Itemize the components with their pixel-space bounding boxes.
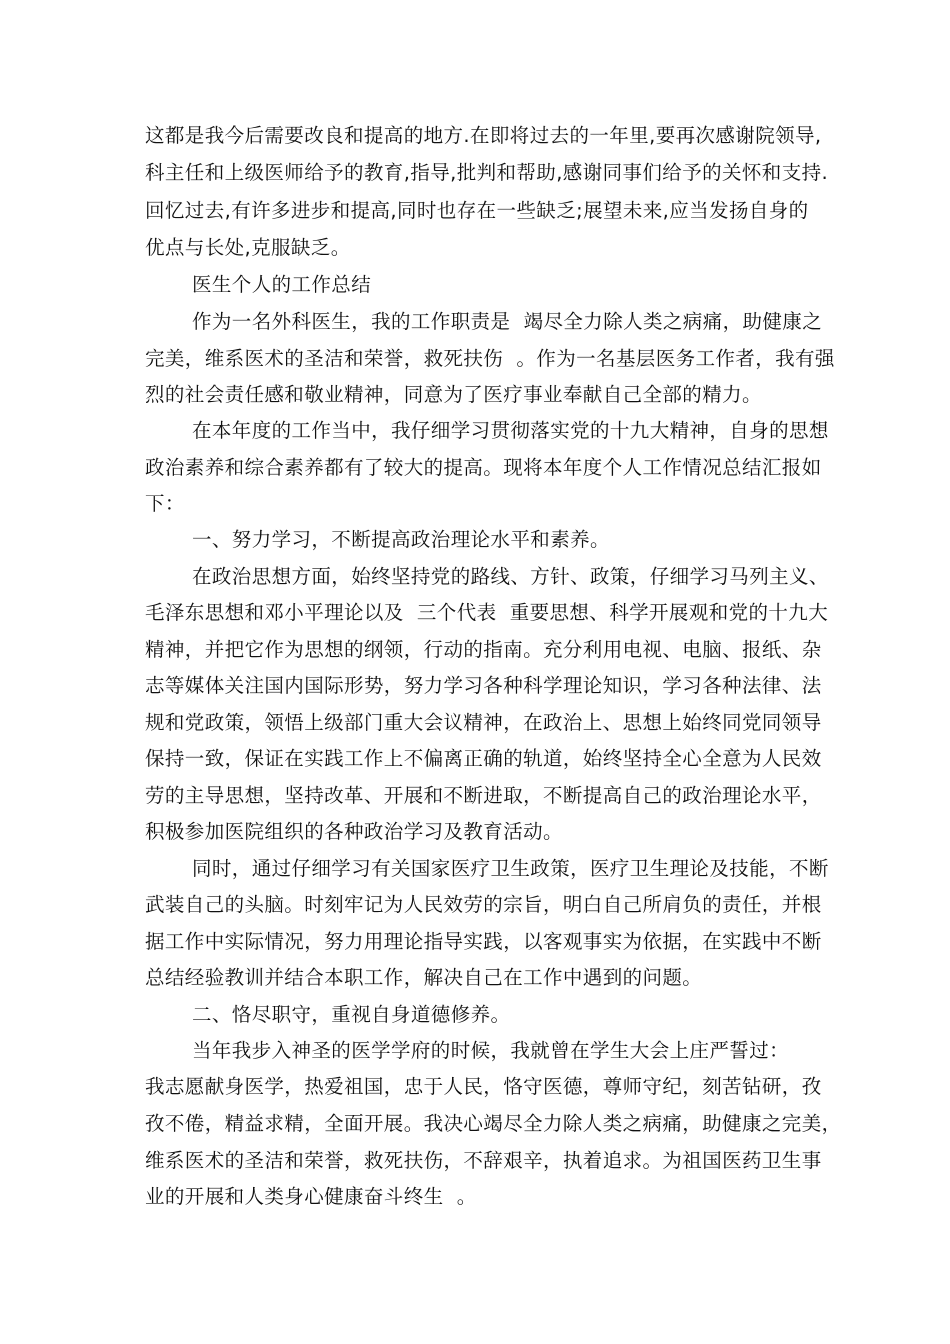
text-line: 我志愿献身医学，热爱祖国，忠于人民，恪守医德，尊师守纪，刻苦钻研，孜 [145, 1075, 822, 1098]
section-heading: 一、努力学习，不断提高政治理论水平和素养。 [192, 528, 610, 551]
text-line: 规和党政策，领悟上级部门重大会议精神，在政治上、思想上始终同党同领导 [145, 711, 822, 734]
text-line: 保持一致，保证在实践工作上不偏离正确的轨道，始终坚持全心全意为人民效 [145, 747, 822, 770]
text-line: 回忆过去,有许多进步和提高,同时也存在一些缺乏;展望未来,应当发扬自身的 [145, 199, 809, 222]
paragraph-start: 在本年度的工作当中，我仔细学习贯彻落实党的十九大精神，自身的思想 [192, 419, 829, 442]
text-line: 优点与长处,克服缺乏。 [145, 236, 351, 259]
text-line: 业的开展和人类身心健康奋斗终生 。 [145, 1185, 477, 1208]
text-line: 武装自己的头脑。时刻牢记为人民效劳的宗旨，明白自己所肩负的责任，并根 [145, 893, 822, 916]
paragraph-start: 作为一名外科医生，我的工作职责是 竭尽全力除人类之病痛，助健康之 [192, 310, 823, 333]
text-line: 总结经验教训并结合本职工作，解决自己在工作中遇到的问题。 [145, 966, 703, 989]
paragraph-start: 同时，通过仔细学习有关国家医疗卫生政策，医疗卫生理论及技能，不断 [192, 857, 829, 880]
text-line: 这都是我今后需要改良和提高的地方.在即将过去的一年里,要再次感谢院领导, [145, 124, 822, 147]
text-line: 下： [145, 492, 185, 515]
paragraph-start: 当年我步入神圣的医学学府的时候，我就曾在学生大会上庄严誓过： [192, 1039, 790, 1062]
text-line: 劳的主导思想，坚持改革、开展和不断进取，不断提高自己的政治理论水平， [145, 784, 822, 807]
section-heading: 二、恪尽职守，重视自身道德修养。 [192, 1003, 511, 1026]
text-line: 毛泽东思想和邓小平理论以及 三个代表 重要思想、科学开展观和党的十九大 [145, 601, 829, 624]
text-line: 完美，维系医术的圣洁和荣誉，救死扶伤 。作为一名基层医务工作者，我有强 [145, 347, 835, 370]
text-line: 科主任和上级医师给予的教育,指导,批判和帮助,感谢同事们给予的关怀和支持. [145, 161, 829, 184]
text-line: 烈的社会责任感和敬业精神，同意为了医疗事业奉献自己全部的精力。 [145, 383, 762, 406]
paragraph-start: 在政治思想方面，始终坚持党的路线、方针、政策，仔细学习马列主义、 [192, 565, 829, 588]
text-line: 积极参加医院组织的各种政治学习及教育活动。 [145, 820, 563, 843]
text-line: 政治素养和综合素养都有了较大的提高。现将本年度个人工作情况总结汇报如 [145, 456, 822, 479]
text-line: 维系医术的圣洁和荣誉，救死扶伤，不辞艰辛，执着追求。为祖国医药卫生事 [145, 1149, 822, 1172]
text-line: 据工作中实际情况，努力用理论指导实践，以客观事实为依据，在实践中不断 [145, 930, 822, 953]
text-line: 精神，并把它作为思想的纲领，行动的指南。充分利用电视、电脑、报纸、杂 [145, 638, 822, 661]
section-heading: 医生个人的工作总结 [192, 273, 372, 296]
text-line: 孜不倦，精益求精，全面开展。我决心竭尽全力除人类之病痛，助健康之完美， [145, 1112, 842, 1135]
text-line: 志等媒体关注国内国际形势，努力学习各种科学理论知识，学习各种法律、法 [145, 674, 822, 697]
